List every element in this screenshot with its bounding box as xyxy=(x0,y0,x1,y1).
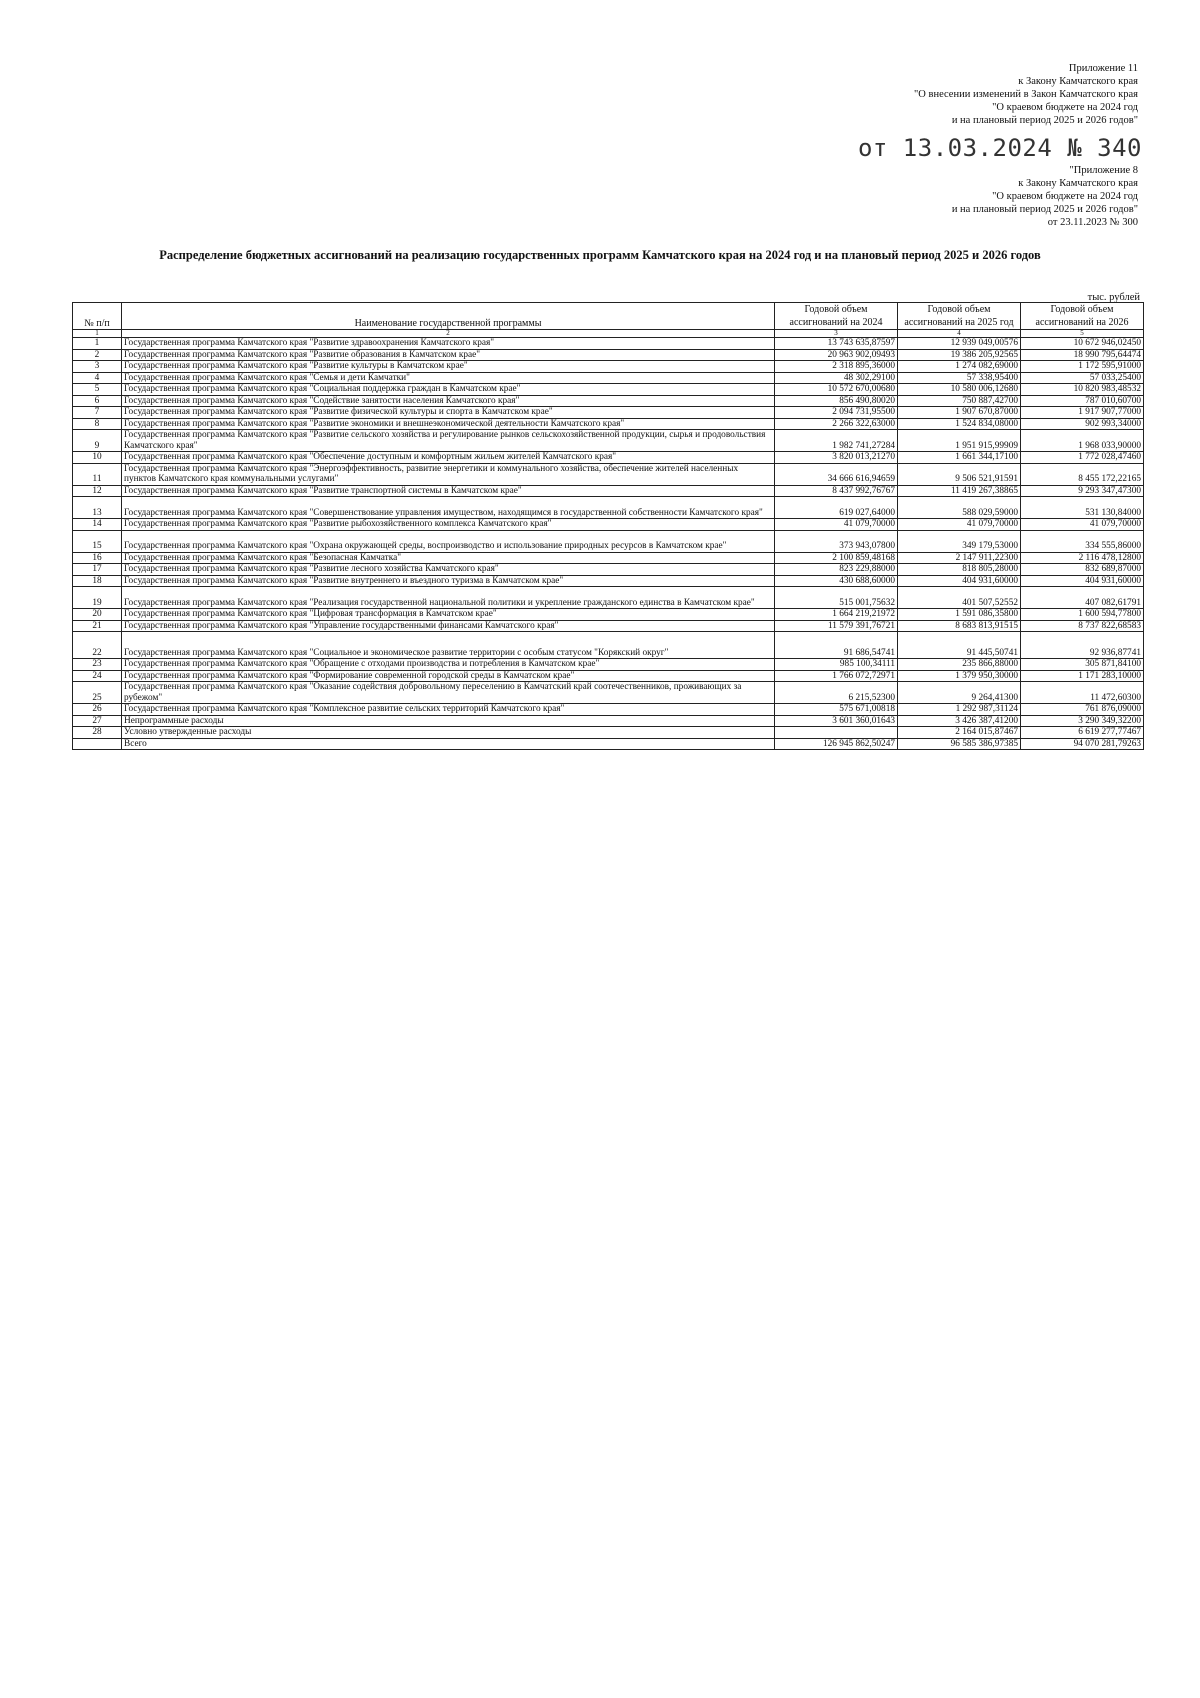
table-row xyxy=(73,361,1144,373)
amount-2024: 11 579 391,76721 xyxy=(775,620,898,632)
amount-2026: 2 116 478,12800 xyxy=(1021,552,1144,564)
amount-2026: 1 600 594,77800 xyxy=(1021,609,1144,621)
amount-2026: 94 070 281,79263 xyxy=(1021,738,1144,750)
row-number: 21 xyxy=(73,620,122,632)
amount-2024: 10 572 670,00680 xyxy=(775,384,898,396)
column-index-row xyxy=(73,330,1144,338)
amount-2025: 1 379 950,30000 xyxy=(898,670,1021,682)
amount-2024: 8 437 992,76767 xyxy=(775,485,898,497)
program-name: Государственная программа Камчатского края "Социальное и экономическое развитие территории с особым статусом "Корякский округ" xyxy=(122,632,775,659)
amount-2026: 6 619 277,77467 xyxy=(1021,727,1144,739)
table-row xyxy=(73,497,1144,519)
appendix-header xyxy=(914,62,1138,127)
header-line: "Приложение 8 xyxy=(1069,165,1138,176)
row-number: 26 xyxy=(73,704,122,716)
program-name: Непрограммные расходы xyxy=(122,715,775,727)
row-number: 9 xyxy=(73,430,122,452)
program-name: Государственная программа Камчатского края "Развитие транспортной системы в Камчатском крае" xyxy=(122,485,775,497)
header-line: и на плановый период 2025 и 2026 годов" xyxy=(951,115,1138,126)
amount-2026: 305 871,84100 xyxy=(1021,659,1144,671)
row-number: 2 xyxy=(73,349,122,361)
column-header-name: Наименование государственной программы xyxy=(122,303,775,330)
amount-2025: 9 506 521,91591 xyxy=(898,463,1021,485)
table-row xyxy=(73,575,1144,587)
column-index: 5 xyxy=(1021,330,1144,338)
amount-2025: 349 179,53000 xyxy=(898,530,1021,552)
row-number: 25 xyxy=(73,682,122,704)
amount-2026: 407 082,61791 xyxy=(1021,587,1144,609)
amount-2025: 750 887,42700 xyxy=(898,395,1021,407)
table-row xyxy=(73,620,1144,632)
amount-2025: 818 805,28000 xyxy=(898,564,1021,576)
table-header-row xyxy=(73,303,1144,330)
amount-2026: 10 672 946,02450 xyxy=(1021,338,1144,350)
program-name: Государственная программа Камчатского края "Семья и дети Камчатки" xyxy=(122,372,775,384)
amount-2025: 235 866,88000 xyxy=(898,659,1021,671)
table-row xyxy=(73,632,1144,659)
amount-2025: 401 507,52552 xyxy=(898,587,1021,609)
program-name: Государственная программа Камчатского края "Развитие культуры в Камчатском крае" xyxy=(122,361,775,373)
table-row xyxy=(73,564,1144,576)
program-name: Государственная программа Камчатского края "Цифровая трансформация в Камчатском крае" xyxy=(122,609,775,621)
row-number: 27 xyxy=(73,715,122,727)
amount-2026: 787 010,60700 xyxy=(1021,395,1144,407)
header-line: "О краевом бюджете на 2024 год xyxy=(992,102,1138,113)
program-name: Государственная программа Камчатского края "Управление государственными финансами Камчатского края" xyxy=(122,620,775,632)
program-name: Государственная программа Камчатского края "Комплексное развитие сельских территорий Камчатского края" xyxy=(122,704,775,716)
amount-2025: 3 426 387,41200 xyxy=(898,715,1021,727)
program-name: Государственная программа Камчатского края "Развитие сельского хозяйства и регулирование рынков сельскохозяйственной продукции, сырья и продовольствия Камчатского края" xyxy=(122,430,775,452)
table-row xyxy=(73,372,1144,384)
row-number: 3 xyxy=(73,361,122,373)
date-number-stamp: от 13.03.2024 № 340 xyxy=(857,134,1142,162)
amount-2025: 11 419 267,38865 xyxy=(898,485,1021,497)
amount-2024: 48 302,29100 xyxy=(775,372,898,384)
column-index: 1 xyxy=(73,330,122,338)
column-header-2025: Годовой объем ассигнований на 2025 год xyxy=(898,303,1021,330)
amount-2024: 430 688,60000 xyxy=(775,575,898,587)
table-row xyxy=(73,430,1144,452)
amount-2024: 575 671,00818 xyxy=(775,704,898,716)
amount-2024: 823 229,88000 xyxy=(775,564,898,576)
budget-table xyxy=(72,302,1144,750)
table-row xyxy=(73,407,1144,419)
amount-2025: 1 591 086,35800 xyxy=(898,609,1021,621)
table-row xyxy=(73,463,1144,485)
document-title: Распределение бюджетных ассигнований на реализацию государственных программ Камчатского края на 2024 год и на плановый период 2025 и 2026 годов xyxy=(159,248,1041,262)
amount-2024: 2 094 731,95500 xyxy=(775,407,898,419)
amount-2025: 2 164 015,87467 xyxy=(898,727,1021,739)
program-name: Государственная программа Камчатского края "Развитие лесного хозяйства Камчатского края" xyxy=(122,564,775,576)
column-header-2026: Годовой объем ассигнований на 2026 xyxy=(1021,303,1144,330)
amount-2026: 18 990 795,64474 xyxy=(1021,349,1144,361)
amount-2026: 404 931,60000 xyxy=(1021,575,1144,587)
amount-2024: 2 318 895,36000 xyxy=(775,361,898,373)
program-name: Условно утвержденные расходы xyxy=(122,727,775,739)
table-row xyxy=(73,704,1144,716)
amount-2025: 10 580 006,12680 xyxy=(898,384,1021,396)
row-number: 14 xyxy=(73,519,122,531)
amount-2024: 3 820 013,21270 xyxy=(775,452,898,464)
program-name: Государственная программа Камчатского края "Формирование современной городской среды в Камчатском крае" xyxy=(122,670,775,682)
table-row xyxy=(73,530,1144,552)
amount-2025: 19 386 205,92565 xyxy=(898,349,1021,361)
program-name: Государственная программа Камчатского края "Развитие образования в Камчатском крае" xyxy=(122,349,775,361)
table-row xyxy=(73,519,1144,531)
row-number: 15 xyxy=(73,530,122,552)
amount-2024: 34 666 616,94659 xyxy=(775,463,898,485)
amount-2024: 2 266 322,63000 xyxy=(775,418,898,430)
header-line: "О внесении изменений в Закон Камчатского края xyxy=(914,89,1138,100)
amount-2024: 13 743 635,87597 xyxy=(775,338,898,350)
program-name: Государственная программа Камчатского края "Оказание содействия добровольному переселению в Камчатский край соотечественников, проживающих за рубежом" xyxy=(122,682,775,704)
row-number: 23 xyxy=(73,659,122,671)
amount-2026: 1 171 283,10000 xyxy=(1021,670,1144,682)
header-line: от 23.11.2023 № 300 xyxy=(1047,217,1138,228)
amount-2025: 9 264,41300 xyxy=(898,682,1021,704)
original-appendix-header xyxy=(952,164,1138,229)
amount-2026: 761 876,09000 xyxy=(1021,704,1144,716)
header-line: к Закону Камчатского края xyxy=(1018,76,1138,87)
row-number: 12 xyxy=(73,485,122,497)
table-row xyxy=(73,738,1144,750)
row-number: 10 xyxy=(73,452,122,464)
units-label: тыс. рублей xyxy=(1087,292,1140,303)
amount-2026: 1 172 595,91000 xyxy=(1021,361,1144,373)
amount-2024: 515 001,75632 xyxy=(775,587,898,609)
program-name: Всего xyxy=(122,738,775,750)
table-row xyxy=(73,452,1144,464)
amount-2026: 3 290 349,32200 xyxy=(1021,715,1144,727)
amount-2026: 57 033,25400 xyxy=(1021,372,1144,384)
amount-2025: 2 147 911,22300 xyxy=(898,552,1021,564)
program-name: Государственная программа Камчатского края "Развитие рыбохозяйственного комплекса Камчатского края" xyxy=(122,519,775,531)
program-name: Государственная программа Камчатского края "Развитие здравоохранения Камчатского края" xyxy=(122,338,775,350)
amount-2024: 619 027,64000 xyxy=(775,497,898,519)
table-row xyxy=(73,384,1144,396)
row-number: 1 xyxy=(73,338,122,350)
program-name: Государственная программа Камчатского края "Охрана окружающей среды, воспроизводство и использование природных ресурсов в Камчатском крае" xyxy=(122,530,775,552)
program-name: Государственная программа Камчатского края "Развитие внутреннего и въездного туризма в Камчатском крае" xyxy=(122,575,775,587)
amount-2026: 1 772 028,47460 xyxy=(1021,452,1144,464)
program-name: Государственная программа Камчатского края "Социальная поддержка граждан в Камчатском крае" xyxy=(122,384,775,396)
amount-2026: 10 820 983,48532 xyxy=(1021,384,1144,396)
table-row xyxy=(73,587,1144,609)
header-line: "О краевом бюджете на 2024 год xyxy=(992,191,1138,202)
row-number: 24 xyxy=(73,670,122,682)
row-number: 5 xyxy=(73,384,122,396)
column-index: 4 xyxy=(898,330,1021,338)
row-number: 17 xyxy=(73,564,122,576)
row-number: 8 xyxy=(73,418,122,430)
amount-2026: 8 737 822,68583 xyxy=(1021,620,1144,632)
amount-2024: 91 686,54741 xyxy=(775,632,898,659)
column-header-2024: Годовой объем ассигнований на 2024 xyxy=(775,303,898,330)
amount-2025: 588 029,59000 xyxy=(898,497,1021,519)
amount-2026: 334 555,86000 xyxy=(1021,530,1144,552)
amount-2026: 1 968 033,90000 xyxy=(1021,430,1144,452)
program-name: Государственная программа Камчатского края "Развитие физической культуры и спорта в Камчатском крае" xyxy=(122,407,775,419)
header-line: Приложение 11 xyxy=(1068,63,1138,74)
amount-2026: 531 130,84000 xyxy=(1021,497,1144,519)
amount-2024: 6 215,52300 xyxy=(775,682,898,704)
program-name: Государственная программа Камчатского края "Безопасная Камчатка" xyxy=(122,552,775,564)
program-name: Государственная программа Камчатского края "Развитие экономики и внешнеэкономической деятельности Камчатского края" xyxy=(122,418,775,430)
program-name: Государственная программа Камчатского края "Энергоэффективность, развитие энергетики и коммунального хозяйства, обеспечение жителей населенных пунктов Камчатского края коммунальными услугами" xyxy=(122,463,775,485)
row-number: 18 xyxy=(73,575,122,587)
table-row xyxy=(73,418,1144,430)
amount-2025: 91 445,50741 xyxy=(898,632,1021,659)
amount-2025: 12 939 049,00576 xyxy=(898,338,1021,350)
amount-2024: 856 490,80020 xyxy=(775,395,898,407)
row-number: 11 xyxy=(73,463,122,485)
amount-2025: 1 907 670,87000 xyxy=(898,407,1021,419)
amount-2025: 1 524 834,08000 xyxy=(898,418,1021,430)
table-row xyxy=(73,349,1144,361)
row-number: 20 xyxy=(73,609,122,621)
row-number: 6 xyxy=(73,395,122,407)
column-index: 3 xyxy=(775,330,898,338)
amount-2024: 985 100,34111 xyxy=(775,659,898,671)
amount-2024: 3 601 360,01643 xyxy=(775,715,898,727)
column-header-number: № п/п xyxy=(73,303,122,330)
row-number: 13 xyxy=(73,497,122,519)
table-row xyxy=(73,727,1144,739)
amount-2026: 832 689,87000 xyxy=(1021,564,1144,576)
amount-2026: 1 917 907,77000 xyxy=(1021,407,1144,419)
amount-2026: 9 293 347,47300 xyxy=(1021,485,1144,497)
table-row xyxy=(73,609,1144,621)
amount-2026: 41 079,70000 xyxy=(1021,519,1144,531)
row-number: 19 xyxy=(73,587,122,609)
program-name: Государственная программа Камчатского края "Обращение с отходами производства и потребления в Камчатском крае" xyxy=(122,659,775,671)
row-number: 22 xyxy=(73,632,122,659)
amount-2026: 8 455 172,22165 xyxy=(1021,463,1144,485)
table-row xyxy=(73,715,1144,727)
amount-2025: 1 292 987,31124 xyxy=(898,704,1021,716)
amount-2025: 404 931,60000 xyxy=(898,575,1021,587)
amount-2024: 20 963 902,09493 xyxy=(775,349,898,361)
table-row xyxy=(73,659,1144,671)
table-row xyxy=(73,395,1144,407)
amount-2024: 2 100 859,48168 xyxy=(775,552,898,564)
table-row xyxy=(73,682,1144,704)
amount-2025: 1 661 344,17100 xyxy=(898,452,1021,464)
amount-2024: 373 943,07800 xyxy=(775,530,898,552)
amount-2026: 92 936,87741 xyxy=(1021,632,1144,659)
table-row xyxy=(73,552,1144,564)
row-number: 28 xyxy=(73,727,122,739)
amount-2026: 11 472,60300 xyxy=(1021,682,1144,704)
program-name: Государственная программа Камчатского края "Содействие занятости населения Камчатского края" xyxy=(122,395,775,407)
program-name: Государственная программа Камчатского края "Совершенствование управления имуществом, находящимся в государственной собственности Камчатского края" xyxy=(122,497,775,519)
amount-2025: 1 951 915,99909 xyxy=(898,430,1021,452)
amount-2024: 126 945 862,50247 xyxy=(775,738,898,750)
amount-2024: 1 982 741,27284 xyxy=(775,430,898,452)
row-number: 4 xyxy=(73,372,122,384)
program-name: Государственная программа Камчатского края "Реализация государственной национальной политики и укрепление гражданского единства в Камчатском крае" xyxy=(122,587,775,609)
amount-2025: 57 338,95400 xyxy=(898,372,1021,384)
amount-2025: 41 079,70000 xyxy=(898,519,1021,531)
table-row xyxy=(73,338,1144,350)
amount-2025: 8 683 813,91515 xyxy=(898,620,1021,632)
amount-2024: 41 079,70000 xyxy=(775,519,898,531)
row-number: 7 xyxy=(73,407,122,419)
amount-2024 xyxy=(775,727,898,739)
table-body xyxy=(73,338,1144,750)
amount-2024: 1 664 219,21972 xyxy=(775,609,898,621)
header-line: и на плановый период 2025 и 2026 годов" xyxy=(951,204,1138,215)
table-row xyxy=(73,485,1144,497)
table-row xyxy=(73,670,1144,682)
amount-2025: 96 585 386,97385 xyxy=(898,738,1021,750)
amount-2024: 1 766 072,72971 xyxy=(775,670,898,682)
row-number xyxy=(73,738,122,750)
program-name: Государственная программа Камчатского края "Обеспечение доступным и комфортным жильем жителей Камчатского края" xyxy=(122,452,775,464)
column-index: 2 xyxy=(122,330,775,338)
amount-2026: 902 993,34000 xyxy=(1021,418,1144,430)
amount-2025: 1 274 082,69000 xyxy=(898,361,1021,373)
row-number: 16 xyxy=(73,552,122,564)
header-line: к Закону Камчатского края xyxy=(1018,178,1138,189)
